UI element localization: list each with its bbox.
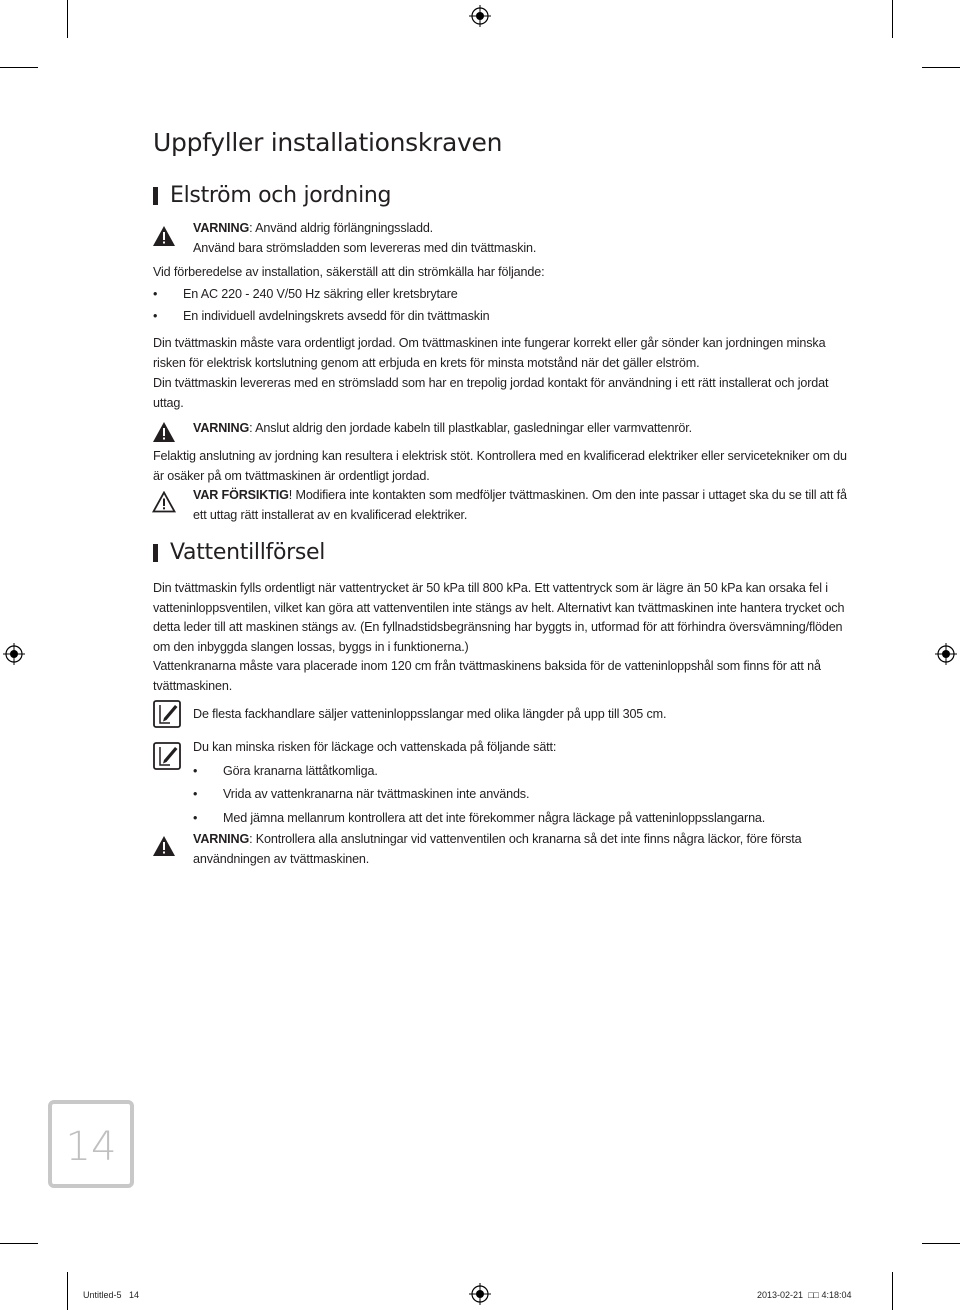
section-heading-elstrom [153,183,391,208]
caution-text: ! Modifiera inte kontakten som medföljer tvättmaskinen. Om den inte passar i uttaget ska du se till att få ett uttag rätt installerat av en kvalificerad elektriker. [193,488,847,522]
crop-mark [922,1243,960,1244]
crop-mark [0,1243,38,1244]
crop-mark [922,67,960,68]
warning-triangle-icon [152,421,176,443]
list-item: • Vrida av vattenkranarna när tvättmaskinen inte används. [193,787,530,801]
registration-mark-icon [3,643,25,665]
note-intro: Du kan minska risken för läckage och vattenskada på följande sätt: [193,740,557,754]
power-requirements-list [153,285,853,326]
warning-triangle-icon [152,835,176,857]
list-item: • En AC 220 - 240 V/50 Hz säkring eller kretsbrytare [153,287,458,301]
crop-mark [892,0,893,38]
section-marker [153,187,158,205]
note-leak-prevention [193,738,853,828]
warning-extension-cord [193,219,853,258]
crop-mark [67,1272,68,1310]
caution-label: VAR FÖRSIKTIG [193,488,289,502]
caution-plug [193,486,853,525]
list-item: • Göra kranarna lättåtkomliga. [193,763,378,778]
warning-triangle-icon [152,225,176,247]
grounding-paragraph: Din tvättmaskin måste vara ordentligt jordad. Om tvättmaskinen inte fungerar korrekt eller går sönder kan jordningen minska risken för elektrisk kortslutning genom att erbjuda en krets för minsta motstånd när det gäller elström. [153,336,826,370]
warning-text: : Använd aldrig förlängningssladd. [249,221,434,235]
warning-text: : Kontrollera alla anslutningar vid vattenventilen och kranarna så det inte finns några läckor, före första användningen av tvättmaskinen. [193,832,802,866]
crop-mark [892,1272,893,1310]
water-pressure-paragraph: Din tvättmaskin fylls ordentligt när vattentrycket är 50 kPa till 800 kPa. Ett vattentryck som är lägre än 50 kPa kan orsaka fel i vatteninloppsventilen, vilket kan göra att vattenventilen inte stängs av helt. Alternativt kan tvättmaskinen inte hantera trycket och detta leder till att maskinen stängs av. (En fyllnadstidsbegränsning har byggts in, utformad för att förhindra översvämning/flöden om den inbyggda slangen lossas, byggs in i funktionerna.) [153,581,845,654]
note-pencil-icon [153,742,181,770]
crop-mark [0,67,38,68]
power-intro: Vid förberedelse av installation, säkerställ att din strömkälla har följande: [153,265,545,279]
plug-paragraph: Din tvättmaskin levereras med en strömsladd som har en trepolig jordad kontakt för användning i ett rätt installerat och jordat uttag. [153,376,829,410]
caution-triangle-icon [152,491,176,513]
warning-ground-cable [193,419,853,439]
list-item: • En individuell avdelningskrets avsedd för din tvättmaskin [153,308,490,323]
warning-label: VARNING [193,832,250,846]
section-heading-vattentillforsel [153,540,325,565]
page-number: 14 [65,1124,117,1170]
footer-timestamp: 2013-02-21 □□ 4:18:04 [757,1290,852,1300]
section-heading-text: Vattentillförsel [170,540,326,565]
faulty-grounding-paragraph: Felaktig anslutning av jordning kan resultera i elektrisk stöt. Kontrollera med en kvalificerad elektriker eller servicetekniker om du är osäker på om tvättmaskinen är ordentligt jordad. [153,449,847,483]
section-marker [153,544,158,562]
page-title: Uppfyller installationskraven [153,128,503,157]
warning-label: VARNING [193,221,250,235]
list-item: • Med jämna mellanrum kontrollera att det inte förekommer några läckage på vatteninloppsslangarna. [193,810,766,825]
warning-text-line2: Använd bara strömsladden som levereras med din tvättmaskin. [193,240,537,255]
warning-check-connections [193,830,853,869]
warning-text: : Anslut aldrig den jordade kabeln till plastkablar, gasledningar eller varmvattenrör. [249,421,692,435]
warning-label: VARNING [193,421,250,435]
registration-mark-icon [469,5,491,27]
crop-mark [67,0,68,38]
note-hose-lengths: De flesta fackhandlare säljer vatteninloppsslangar med olika längder på upp till 305 cm. [193,707,667,721]
water-taps-paragraph: Vattenkranarna måste vara placerade inom 120 cm från tvättmaskinens baksida för de vatteninloppshål som finns för att nå tvättmaskinen. [153,659,821,693]
section-heading-text: Elström och jordning [170,183,392,208]
registration-mark-icon [469,1283,491,1305]
note-pencil-icon [153,700,181,728]
registration-mark-icon [935,643,957,665]
footer-file-label: Untitled-5 14 [83,1290,140,1300]
